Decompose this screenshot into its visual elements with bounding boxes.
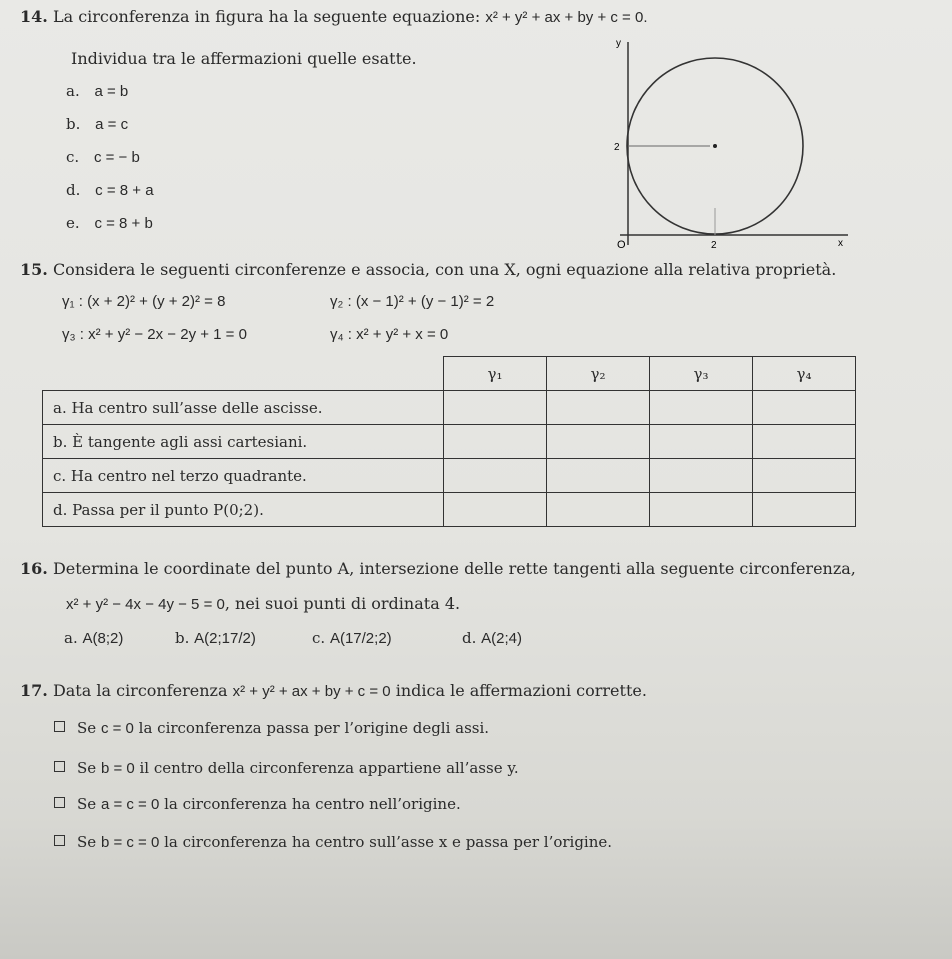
q15-number: 15. [20,260,48,279]
table-row [43,425,856,459]
table-row [43,391,856,425]
q17-statement-1-post: la circonferenza passa per l’origine degli assi. [138,719,490,737]
column-header-gamma1: γ₁ [444,357,547,391]
q17-statement-3-pre: Se [77,795,97,813]
center-point [713,144,717,148]
q14-option-b-text: a = c [95,116,129,133]
table-corner [43,357,444,391]
q17-text: Data la circonferenza [52,681,228,700]
checkbox-icon[interactable] [54,761,65,772]
q14-option-a[interactable] [66,82,128,100]
q14-circle-figure [600,30,860,255]
q14-equation: x² + y² + ax + by + c = 0. [485,9,648,26]
q15-equation-3: γ₃ : x² + y² − 2x − 2y + 1 = 0 [62,326,247,343]
q14-text: La circonferenza in figura ha la seguente equazione: [52,7,481,26]
q14-option-e-text: c = 8 + b [94,215,153,232]
q14-number: 14. [20,7,48,26]
q17-number: 17. [20,681,48,700]
cell-b-gamma4[interactable] [753,425,856,459]
q15-text: Considera le seguenti circonferenze e associa, con una X, ogni equazione alla relativa proprietà. [52,260,837,279]
column-header-gamma2: γ₂ [547,357,650,391]
q14-option-a-text: a = b [94,83,129,100]
q17-statement-1-cond: c = 0 [100,720,134,737]
q16-text2: , nei suoi punti di ordinata 4. [224,594,461,613]
q16-prompt [20,559,856,578]
q14-option-d-letter: d. [66,181,81,199]
y-tick-label: 2 [614,142,620,153]
q14-option-c[interactable] [66,148,140,166]
cell-a-gamma4[interactable] [753,391,856,425]
q14-option-c-letter: c. [66,148,80,166]
q15-association-table [42,356,856,527]
q14-option-b-letter: b. [66,115,81,133]
column-header-gamma3: γ₃ [650,357,753,391]
q16-option-b[interactable] [175,629,256,647]
cell-c-gamma3[interactable] [650,459,753,493]
q16-option-d[interactable] [462,629,522,647]
cell-a-gamma1[interactable] [444,391,547,425]
q16-option-b-letter: b. [175,629,190,647]
q17-statement-4-post: la circonferenza ha centro sull’asse x e passa per l’origine. [164,833,613,851]
cell-c-gamma1[interactable] [444,459,547,493]
q16-option-d-letter: d. [462,629,477,647]
x-axis-label: x [838,238,843,249]
row-label-a: a. Ha centro sull’asse delle ascisse. [43,391,444,425]
x-tick-label: 2 [711,240,717,251]
row-label-b: b. È tangente agli assi cartesiani. [43,425,444,459]
q15-equation-4: γ₄ : x² + y² + x = 0 [330,326,449,343]
checkbox-icon[interactable] [54,721,65,732]
checkbox-icon[interactable] [54,835,65,846]
q17-statement-3-cond: a = c = 0 [100,796,160,813]
cell-a-gamma3[interactable] [650,391,753,425]
q14-option-e[interactable] [66,214,153,232]
q17-statement-4-pre: Se [77,833,97,851]
q16-option-c-text: A(17/2;2) [329,630,392,647]
cell-d-gamma3[interactable] [650,493,753,527]
cell-d-gamma4[interactable] [753,493,856,527]
q16-option-a[interactable] [64,629,123,647]
q14-option-d-text: c = 8 + a [95,182,154,199]
q17-statement-4[interactable] [54,833,612,851]
cell-d-gamma2[interactable] [547,493,650,527]
cell-c-gamma4[interactable] [753,459,856,493]
row-label-c: c. Ha centro nel terzo quadrante. [43,459,444,493]
q17-statement-3[interactable] [54,795,461,813]
cell-c-gamma2[interactable] [547,459,650,493]
q14-option-c-text: c = − b [93,149,140,166]
q14-prompt [20,7,648,26]
q16-number: 16. [20,559,48,578]
q16-option-c[interactable] [312,629,392,647]
q16-option-d-text: A(2;4) [481,630,523,647]
q17-equation: x² + y² + ax + by + c = 0 [232,683,391,700]
q17-statement-1[interactable] [54,719,489,737]
q15-equation-1: γ₁ : (x + 2)² + (y + 2)² = 8 [62,293,226,310]
row-label-d: d. Passa per il punto P(0;2). [43,493,444,527]
cell-d-gamma1[interactable] [444,493,547,527]
column-header-gamma4: γ₄ [753,357,856,391]
cell-b-gamma3[interactable] [650,425,753,459]
q16-option-b-text: A(2;17/2) [194,630,256,647]
q17-statement-4-cond: b = c = 0 [100,834,160,851]
q17-statement-2-cond: b = 0 [100,760,135,777]
q17-text2: indica le affermazioni corrette. [395,681,647,700]
origin-label: O [617,239,626,251]
q14-option-b[interactable] [66,115,128,133]
q14-option-a-letter: a. [66,82,80,100]
table-row [43,493,856,527]
q17-statement-3-post: la circonferenza ha centro nell’origine. [164,795,461,813]
q17-statement-2-post: il centro della circonferenza appartiene all’asse y. [139,759,519,777]
q16-text: Determina le coordinate del punto A, intersezione delle rette tangenti alla seguente circonferenza, [52,559,856,578]
checkbox-icon[interactable] [54,797,65,808]
q14-option-d[interactable] [66,181,154,199]
q17-statement-2[interactable] [54,759,519,777]
q15-equation-2: γ₂ : (x − 1)² + (y − 1)² = 2 [330,293,495,310]
q14-option-e-letter: e. [66,214,80,232]
q15-prompt [20,260,836,279]
cell-b-gamma2[interactable] [547,425,650,459]
cell-b-gamma1[interactable] [444,425,547,459]
q17-statement-1-pre: Se [77,719,97,737]
q16-line2 [66,594,460,613]
y-axis-label: y [616,38,621,49]
q17-prompt [20,681,647,700]
q16-equation: x² + y² − 4x − 4y − 5 = 0 [66,596,225,613]
q16-option-a-text: A(8;2) [82,630,124,647]
q17-statement-2-pre: Se [77,759,97,777]
table-header-row [43,357,856,391]
q14-instruction: Individua tra le affermazioni quelle esatte. [71,49,417,68]
table-row [43,459,856,493]
cell-a-gamma2[interactable] [547,391,650,425]
q16-option-a-letter: a. [64,629,78,647]
q16-option-c-letter: c. [312,629,326,647]
